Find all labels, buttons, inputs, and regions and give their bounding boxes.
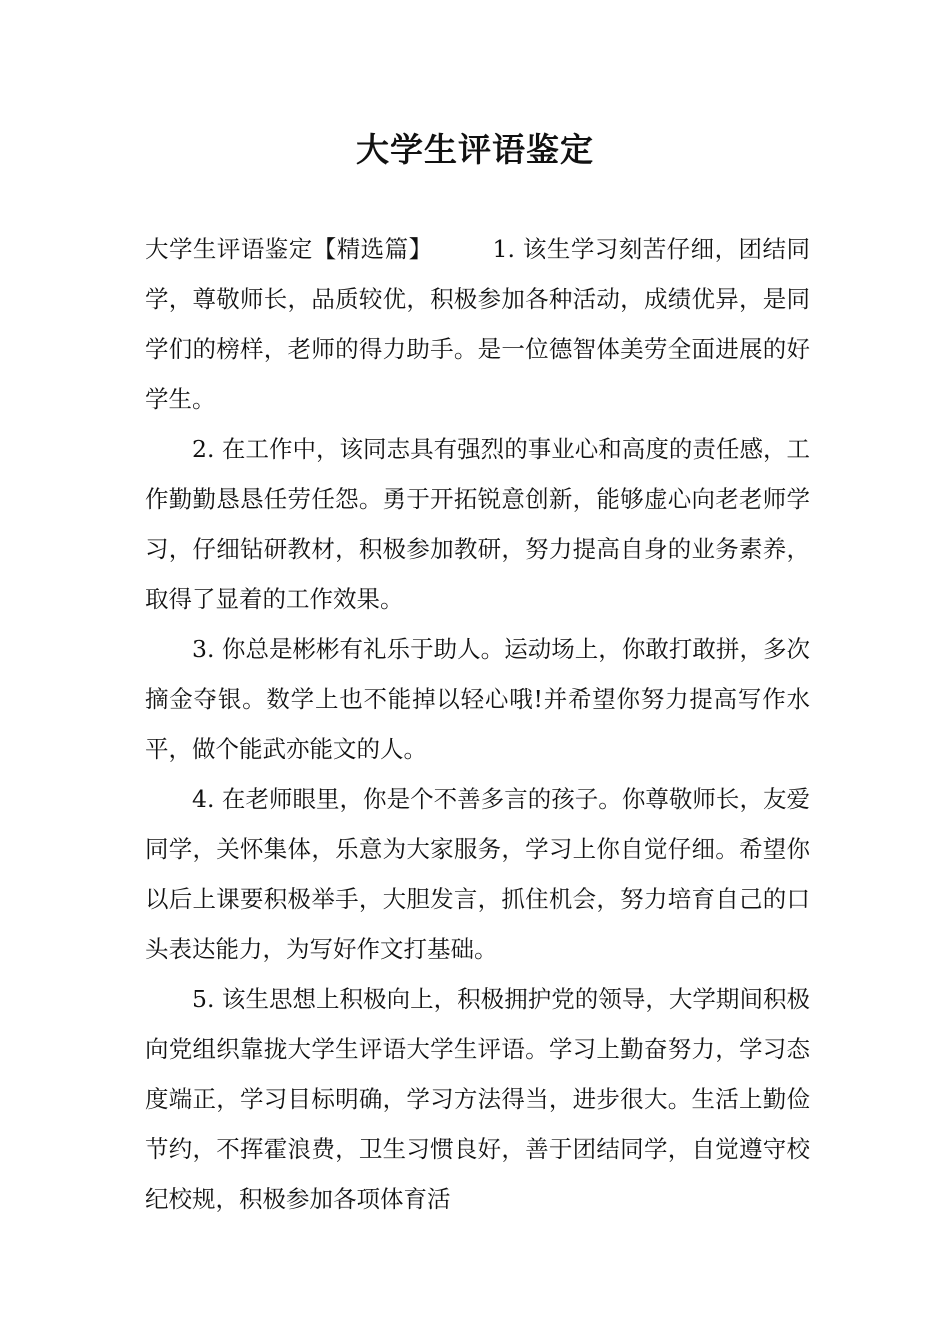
document-title: 大学生评语鉴定	[356, 130, 594, 169]
paragraph-1-text: 1. 该生学习刻苦仔细，团结同学，尊敬师长，品质较优，积极参加各种活动，成绩优异，是同学们的榜样，老师的得力助手。是一位德智体美劳全面进展的好学生。	[145, 235, 810, 413]
paragraph-4: 4. 在老师眼里，你是个不善多言的孩子。你尊敬师长，友爱同学，关怀集体，乐意为大家服务，学习上你自觉仔细。希望你以后上课要积极举手，大胆发言，抓住机会，努力培育自己的口头表达能力，为写好作文打基础。	[145, 785, 810, 963]
paragraph-1	[145, 224, 810, 424]
paragraph-3: 3. 你总是彬彬有礼乐于助人。运动场上，你敢打敢拼，多次摘金夺银。数学上也不能掉以轻心哦!并希望你努力提高写作水平，做个能武亦能文的人。	[145, 635, 810, 763]
intro-heading: 大学生评语鉴定【精选篇】	[145, 235, 433, 263]
document-body	[145, 224, 810, 1224]
paragraph-5: 5. 该生思想上积极向上，积极拥护党的领导，大学期间积极向党组织靠拢大学生评语大学生评语。学习上勤奋努力，学习态度端正，学习目标明确，学习方法得当，进步很大。生活上勤俭节约，不挥霍浪费，卫生习惯良好，善于团结同学，自觉遵守校纪校规，积极参加各项体育活	[145, 985, 810, 1213]
paragraph-2: 2. 在工作中，该同志具有强烈的事业心和高度的责任感，工作勤勤恳恳任劳任怨。勇于开拓锐意创新，能够虚心向老老师学习，仔细钻研教材，积极参加教研，努力提高自身的业务素养，取得了显着的工作效果。	[145, 435, 810, 613]
